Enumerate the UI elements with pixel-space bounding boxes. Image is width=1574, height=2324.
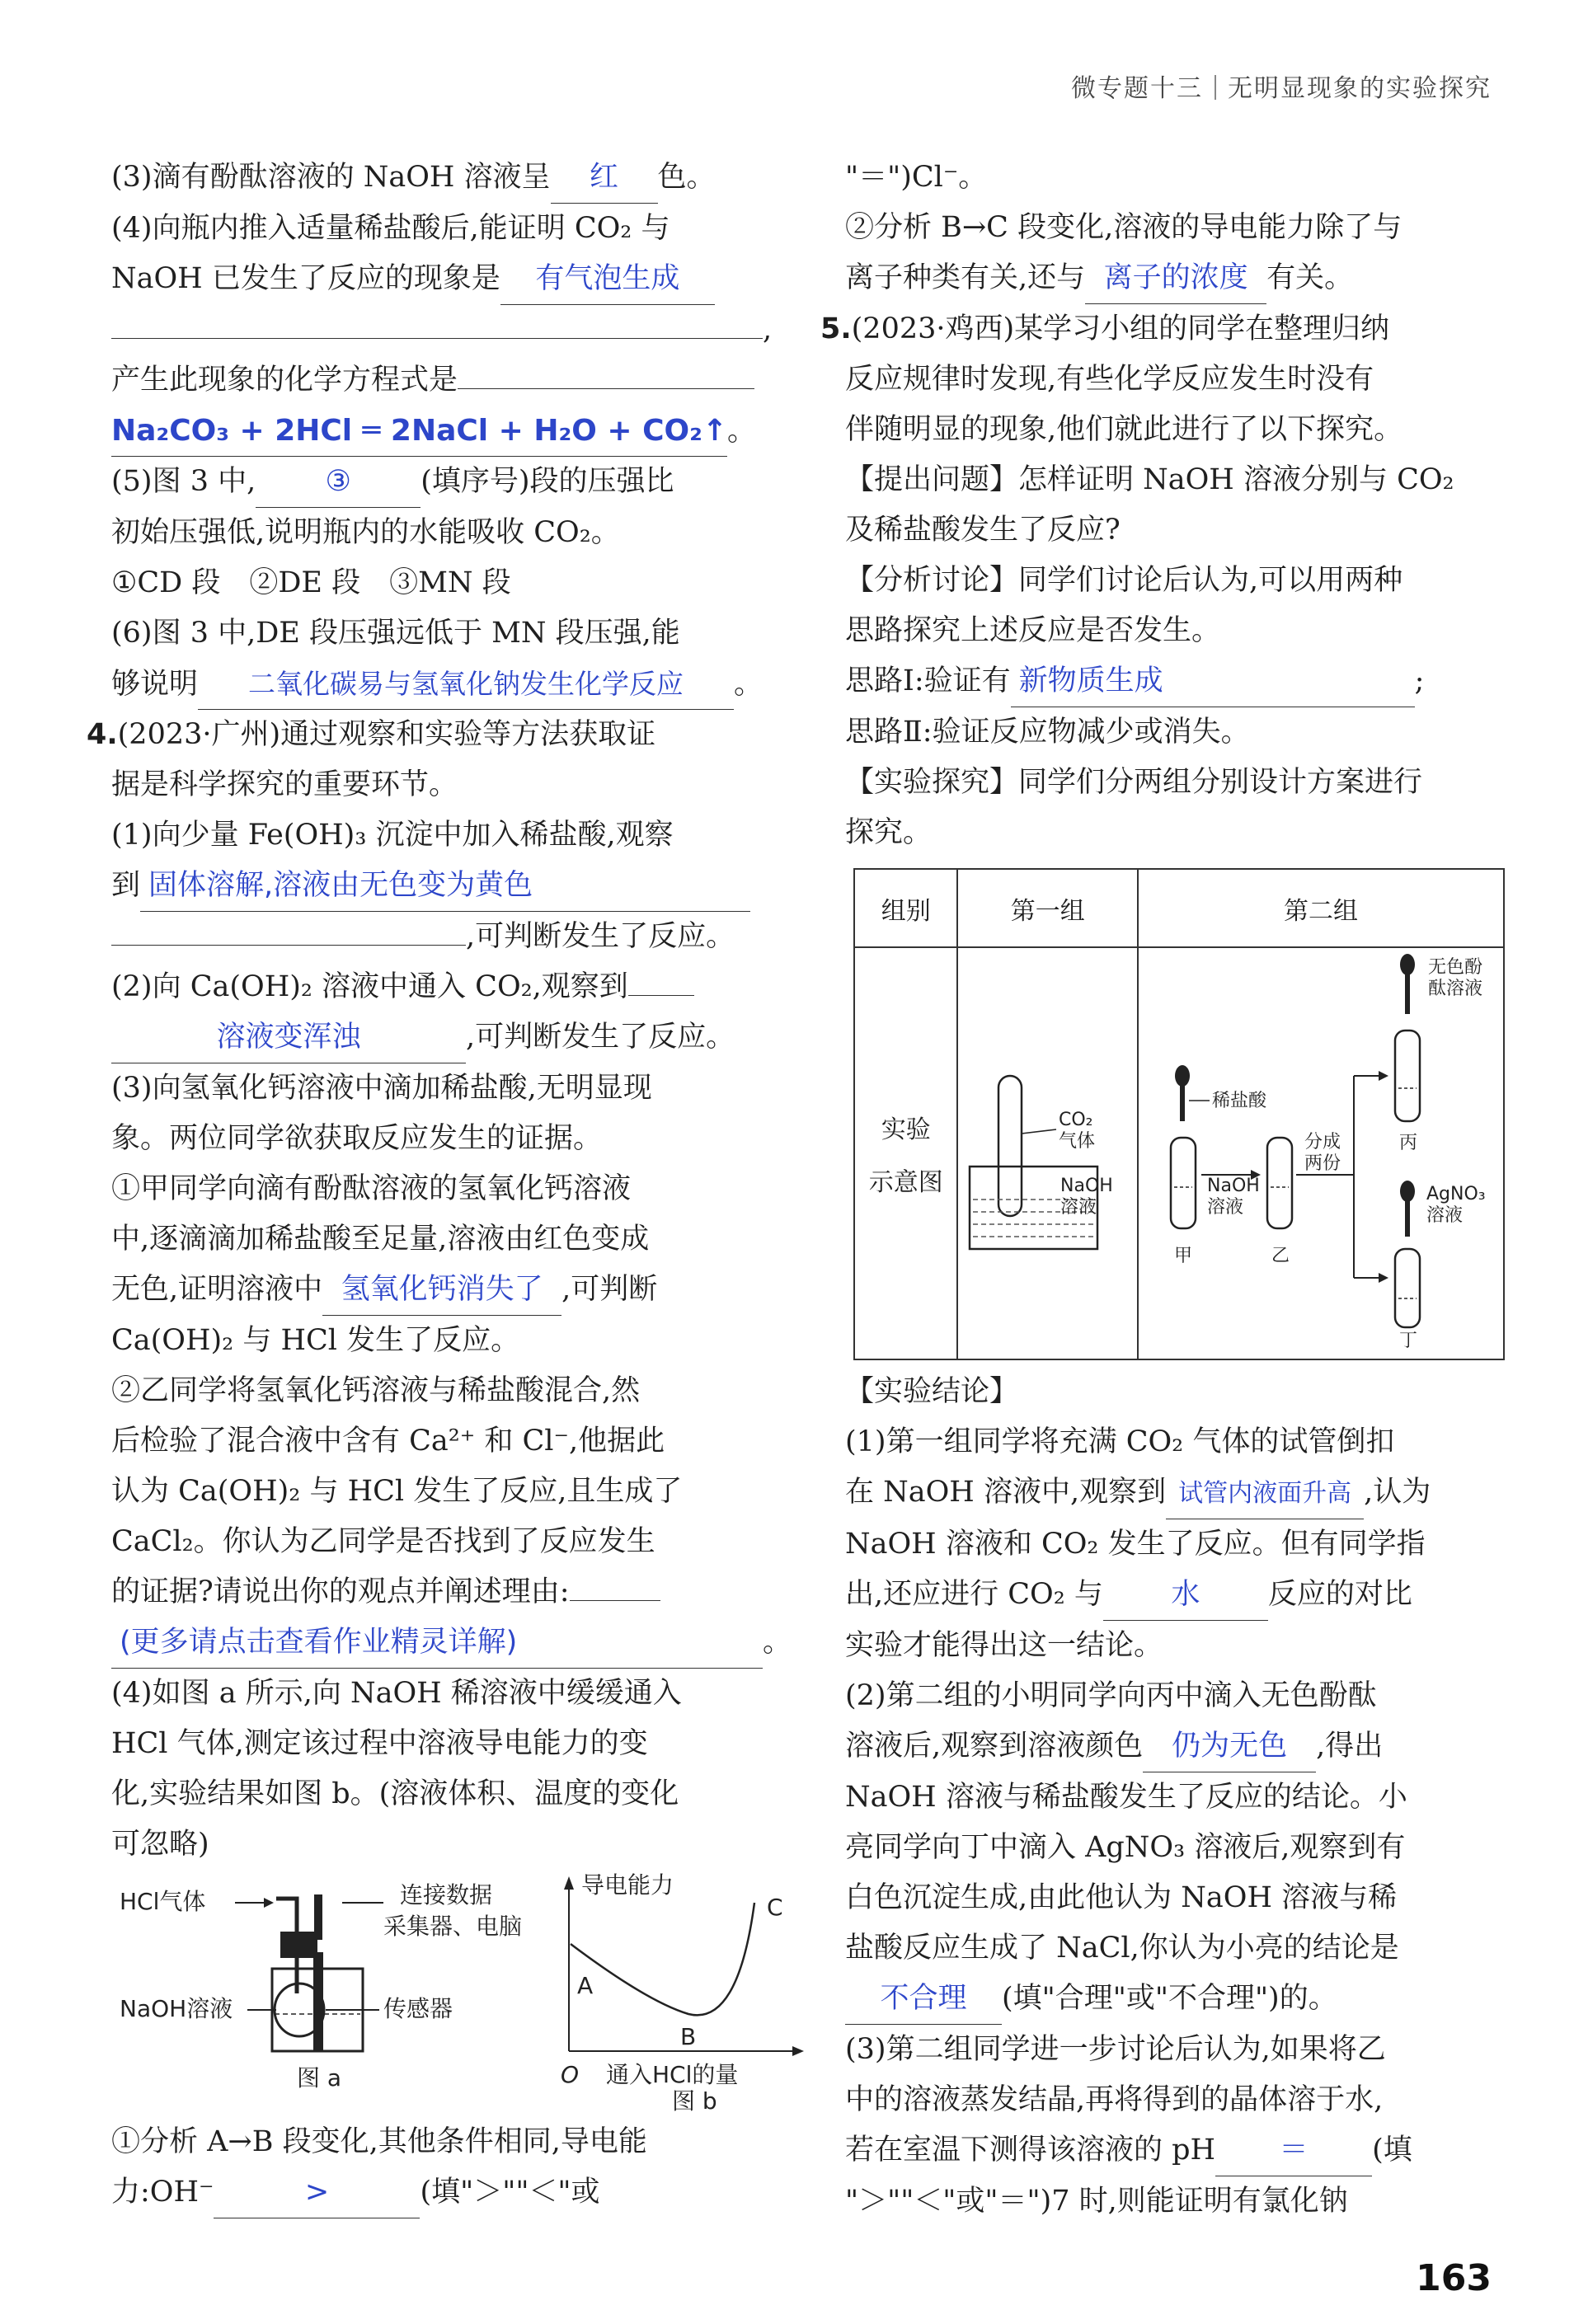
figures-ab	[111, 1870, 804, 2117]
q4-eq-tail: 。	[727, 415, 757, 448]
p4-4a-line2	[111, 2167, 804, 2218]
p4-4a-answer[interactable]: >	[214, 2167, 420, 2218]
p4-text: (2023·广州)通过观察和实验等方法获取证	[117, 718, 656, 751]
dropper-hcl	[1175, 1065, 1190, 1121]
r-2-answer[interactable]: 离子的浓度	[1085, 253, 1266, 304]
p5-line3: 伴随明显的现象,他们就此进行了以下探究。	[845, 413, 1403, 446]
r-2-tail: 有关。	[1266, 261, 1354, 294]
tube-yi-label: 乙	[1271, 1246, 1290, 1266]
p4-3a-line2: 中,逐滴滴加稀盐酸至足量,溶液由红色变成	[111, 1223, 650, 1256]
fig-b-caption: 图 b	[672, 2087, 717, 2115]
th-first: 第一组	[957, 869, 1138, 947]
q4-line2	[111, 254, 804, 305]
p4-2-tail: ,可判断发生了反应。	[466, 1021, 735, 1054]
idea1-tail: ;	[1414, 664, 1425, 697]
fig-b-point-b: B	[680, 2023, 697, 2050]
p5-number: 5.	[820, 312, 852, 345]
fig-a-arrowhead	[264, 1898, 274, 1908]
p4-1-tail: ,可判断发生了反应。	[466, 920, 735, 953]
p4-line2: 据是科学探究的重要环节。	[111, 768, 458, 801]
p4-3b-tail: 。	[763, 1626, 792, 1659]
c3-line4: "＞""＜"或"＝")7 时,则能证明有氯化钠	[845, 2185, 1348, 2218]
p4-4-line3: 化,实验结果如图 b。(溶液体积、温度的变化	[111, 1777, 679, 1810]
p4-2-line1	[111, 962, 804, 1012]
p4-1-line3	[111, 912, 804, 962]
c3-prefix: 若在室温下测得该溶液的 pH	[845, 2134, 1216, 2167]
naoh2-label-1: NaOH	[1207, 1176, 1260, 1196]
second-group-diagram	[1138, 947, 1504, 1359]
p4-4-line4: 可忽略)	[111, 1828, 209, 1861]
idea1	[845, 656, 1538, 707]
c3-line2: 中的溶液蒸发结晶,再将得到的晶体溶于水,	[845, 2083, 1384, 2116]
p4-3b-line1: ②乙同学将氢氧化钙溶液与稀盐酸混合,然	[111, 1374, 641, 1407]
p4-3-line2: 象。两位同学欲获取反应发生的证据。	[111, 1122, 603, 1155]
q5-tail: (填序号)段的压强比	[421, 465, 674, 498]
experiment-table	[853, 868, 1505, 1360]
p4-4a-prefix: 力:OH⁻	[111, 2176, 214, 2209]
c2-line4: 亮同学向丁中滴入 AgNO₃ 溶液后,观察到有	[845, 1831, 1406, 1864]
p4-4-line2: HCl 气体,测定该过程中溶液导电能力的变	[111, 1727, 648, 1760]
header-series: 微专题十三	[1071, 74, 1203, 103]
p4-3-line1: (3)向氢氧化钙溶液中滴加稀盐酸,无明显现	[111, 1072, 652, 1105]
c1-line1: (1)第一组同学将充满 CO₂ 气体的试管倒扣	[845, 1425, 1395, 1458]
p4-1-prefix: 到	[111, 869, 141, 902]
p4-3a-line1: ①甲同学向滴有酚酞溶液的氢氧化钙溶液	[111, 1172, 632, 1205]
c2-prefix: 溶液后,观察到溶液颜色	[845, 1730, 1144, 1763]
page-header	[1071, 68, 1492, 104]
c2-line1: (2)第二组的小明同学向丙中滴入无色酚酞	[845, 1679, 1377, 1712]
q4-text: NaOH 已发生了反应的现象是	[111, 262, 500, 295]
q3	[111, 153, 804, 204]
fig-a-connect-1: 连接数据	[400, 1881, 493, 1908]
c1-line2	[845, 1467, 1538, 1519]
q5-line2: 初始压强低,说明瓶内的水能吸收 CO₂。	[111, 516, 620, 549]
fig-b-curve	[571, 1903, 754, 2015]
first-group-diagram	[957, 947, 1138, 1359]
idea1-prefix: 思路Ⅰ:验证有	[845, 664, 1011, 697]
q4-eq-prompt: 产生此现象的化学方程式是	[111, 364, 458, 397]
c1-prefix: 在 NaOH 溶液中,观察到	[845, 1476, 1167, 1509]
left-column	[87, 153, 804, 2218]
agno3-label-2: 溶液	[1426, 1205, 1464, 1226]
p4-4a-line1: ①分析 A→B 段变化,其他条件相同,导电能	[111, 2125, 647, 2158]
fig-b-xlabel: 通入HCl的量	[606, 2061, 739, 2088]
p4-1-line1: (1)向少量 Fe(OH)₃ 沉淀中加入稀盐酸,观察	[111, 819, 674, 852]
q4-line3	[111, 355, 804, 406]
fig-a-sensor-probe	[313, 1952, 323, 2051]
tube-bing	[1395, 1031, 1420, 1121]
q4-equation-line	[111, 406, 804, 457]
row-label-2: 示意图	[868, 1168, 943, 1197]
p4-3a-answer[interactable]: 氢氧化钙消失了	[322, 1265, 561, 1316]
first-group-svg	[961, 1026, 1135, 1274]
fig-a-sensor-label: 传感器	[383, 1995, 453, 2022]
exp-line2: 探究。	[845, 816, 933, 849]
p4-1-answer-continue[interactable]	[111, 945, 466, 946]
disc-line1: 【分析讨论】同学们讨论后认为,可以用两种	[845, 564, 1403, 597]
q5-text: (5)图 3 中,	[111, 465, 256, 498]
fig-b-y-arrow	[564, 1876, 574, 1890]
idea2: 思路Ⅱ:验证反应物减少或消失。	[845, 716, 1250, 749]
q6-line2	[111, 659, 804, 710]
p4-3b-blank-start[interactable]	[570, 1600, 660, 1601]
c2-tail: ,得出	[1316, 1730, 1384, 1763]
p4-3a-prefix: 无色,证明溶液中	[111, 1273, 323, 1306]
tube-ding	[1395, 1249, 1420, 1327]
p4-2-blank-start[interactable]	[628, 995, 694, 996]
page-number: 163	[1416, 2257, 1492, 2299]
fig-a-connect-2: 采集器、电脑	[383, 1913, 523, 1940]
p4-4-line1: (4)如图 a 所示,向 NaOH 稀溶液中缓缓通入	[111, 1677, 682, 1710]
p4-3a-line3	[111, 1265, 804, 1316]
co2-pointer	[1022, 1129, 1056, 1134]
q6-line1: (6)图 3 中,DE 段压强远低于 MN 段压强,能	[111, 617, 680, 650]
th-group: 组别	[854, 869, 957, 947]
p4-3a-tail: ,可判断	[561, 1273, 658, 1306]
hcl-label: 稀盐酸	[1212, 1091, 1267, 1111]
p4-number: 4.	[87, 718, 118, 751]
p4-3b-line3: 认为 Ca(OH)₂ 与 HCl 发生了反应,且生成了	[111, 1475, 683, 1508]
p4-1-answer[interactable]: 固体溶解,溶液由无色变为黄色	[140, 861, 750, 912]
fig-b-x-arrow	[792, 2046, 804, 2056]
c2-line6: 盐酸反应生成了 NaCl,你认为小亮的结论是	[845, 1932, 1399, 1965]
fig-b-origin: O	[561, 2061, 580, 2088]
disc-line2: 思路探究上述反应是否发生。	[845, 614, 1221, 647]
c1-tail2: 反应的对比	[1267, 1578, 1412, 1611]
q3-text: (3)滴有酚酞溶液的 NaOH 溶液呈	[111, 161, 551, 194]
p5-line1	[820, 304, 1538, 354]
split-label-1: 分成	[1304, 1132, 1341, 1153]
fig-a-naoh-label: NaOH溶液	[120, 1995, 233, 2022]
r-2-prefix: 离子种类有关,还与	[845, 261, 1086, 294]
c2-answer[interactable]: 仍为无色	[1143, 1721, 1316, 1772]
q4-answer-continue[interactable]	[111, 338, 763, 339]
exp-line1: 【实验探究】同学们分两组分别设计方案进行	[845, 766, 1423, 799]
c2-tail2: (填"合理"或"不合理")的。	[1002, 1982, 1337, 2015]
q3-tail: 色。	[657, 161, 716, 194]
fig-a-stopper	[280, 1932, 317, 1958]
tube-bing-label: 丙	[1399, 1133, 1418, 1153]
tube-ding-label: 丁	[1399, 1331, 1418, 1348]
q4-equation[interactable]: Na₂CO₃ + 2HCl ═ 2NaCl + H₂O + CO₂↑	[111, 406, 727, 457]
q4-continue-line	[111, 305, 804, 355]
dropper-agno3	[1400, 1181, 1415, 1237]
p4-3b-line5	[111, 1567, 804, 1617]
p4-4a-tail: (填"＞""＜"或	[420, 2176, 600, 2209]
p4-2-text: (2)向 Ca(OH)₂ 溶液中通入 CO₂,观察到	[111, 970, 628, 1003]
ask-line2: 及稀盐酸发生了反应?	[845, 514, 1121, 547]
p4-line1	[87, 710, 804, 760]
p4-1-line2	[111, 861, 804, 912]
q5-answer[interactable]: ③	[256, 457, 421, 508]
c1-prefix2: 出,还应进行 CO₂ 与	[845, 1578, 1103, 1611]
phenol-label-1: 无色酚	[1428, 957, 1483, 978]
fig-b-ylabel: 导电能力	[581, 1871, 674, 1899]
q4-eq-blank[interactable]	[458, 388, 754, 389]
p4-3a-line4: Ca(OH)₂ 与 HCl 发生了反应。	[111, 1324, 520, 1357]
r-line1: "＝")Cl⁻。	[845, 161, 988, 194]
fig-b-point-a: A	[577, 1972, 594, 1999]
p4-2-line2	[111, 1012, 804, 1063]
q3-answer[interactable]: 红	[551, 153, 658, 204]
figure-ab-svg	[111, 1870, 804, 2117]
tube-yi	[1267, 1138, 1292, 1228]
c2-line5: 白色沉淀生成,由此他认为 NaOH 溶液与稀	[845, 1881, 1398, 1914]
c1-line4	[845, 1570, 1538, 1621]
p5-line2: 反应规律时发现,有些化学反应发生时没有	[845, 363, 1374, 396]
q5-options: ①CD 段 ②DE 段 ③MN 段	[111, 566, 511, 599]
split-label-2: 两份	[1304, 1153, 1341, 1174]
tube-jia-label: 甲	[1174, 1246, 1193, 1266]
header-topic: 无明显现象的实验探究	[1228, 74, 1492, 103]
fig-b-point-c: C	[767, 1894, 783, 1921]
p4-3b-answer-line	[111, 1617, 804, 1669]
q4-answer[interactable]: 有气泡生成	[500, 254, 715, 305]
p4-2-answer[interactable]: 溶液变浑浊	[111, 1012, 466, 1063]
naoh2-label-2: 溶液	[1207, 1197, 1244, 1218]
q6-tail: 。	[734, 668, 764, 701]
c1-line5: 实验才能得出这一结论。	[845, 1629, 1163, 1662]
c1-line3: NaOH 溶液和 CO₂ 发生了反应。但有同学指	[845, 1528, 1426, 1561]
fig-a-caption: 图 a	[297, 2064, 342, 2092]
co2-label-2: 气体	[1058, 1131, 1095, 1152]
c1-tail: ,认为	[1364, 1476, 1431, 1509]
q4-tail: ,	[763, 313, 773, 346]
c3-answer[interactable]: ＝	[1215, 2125, 1372, 2176]
figure-a	[120, 1881, 522, 2092]
th-second: 第二组	[1138, 869, 1504, 947]
second-group-svg	[1139, 952, 1502, 1348]
table-header-row	[854, 869, 1504, 947]
p4-3b-line4: CaCl₂。你认为乙同学是否找到了反应发生	[111, 1525, 655, 1558]
p5-text: (2023·鸡西)某学习小组的同学在整理归纳	[851, 312, 1390, 345]
c2-line7	[845, 1974, 1538, 2025]
dropper-phenol	[1400, 954, 1415, 1014]
q6-answer[interactable]: 二氧化碳易与氢氧化钠发生化学反应	[198, 659, 734, 710]
concl-title: 【实验结论】	[845, 1375, 1019, 1408]
ask-line1: 【提出问题】怎样证明 NaOH 溶液分别与 CO₂	[845, 463, 1454, 496]
r-2-line1: ②分析 B→C 段变化,溶液的导电能力除了与	[845, 211, 1403, 244]
right-column	[820, 153, 1538, 2227]
c3-line1: (3)第二组同学进一步讨论后认为,如果将乙	[845, 2033, 1386, 2066]
table-row-diagram	[854, 947, 1504, 1359]
r-2-line2	[845, 253, 1538, 304]
c1-answer[interactable]: 试管内液面升高	[1166, 1468, 1364, 1519]
p4-3b-prompt: 的证据?请说出你的观点并阐述理由:	[111, 1575, 570, 1608]
q5	[111, 457, 804, 508]
p4-3b-answer[interactable]: (更多请点击查看作业精灵详解)	[111, 1617, 763, 1669]
q4-line1: (4)向瓶内推入适量稀盐酸后,能证明 CO₂ 与	[111, 212, 670, 245]
phenol-label-2: 酞溶液	[1428, 979, 1483, 999]
header-divider	[1215, 75, 1216, 100]
agno3-label-1: AgNO₃	[1426, 1184, 1486, 1204]
c3-line3	[845, 2125, 1538, 2176]
tube-jia	[1171, 1138, 1196, 1228]
row-label-1: 实验	[881, 1115, 931, 1144]
c3-tail: (填	[1372, 2134, 1412, 2167]
co2-label-1: CO₂	[1058, 1110, 1093, 1130]
c1-answer2[interactable]: 水	[1103, 1570, 1268, 1621]
inverted-tube	[998, 1076, 1022, 1216]
c2-answer2[interactable]: 不合理	[845, 1974, 1002, 2025]
row-label	[854, 947, 957, 1359]
c2-line3: NaOH 溶液与稀盐酸发生了反应的结论。小	[845, 1781, 1407, 1814]
naoh-label-1: NaOH	[1060, 1176, 1113, 1196]
q6-text: 够说明	[111, 668, 199, 701]
idea1-answer[interactable]: 新物质生成	[1011, 656, 1415, 707]
figure-b	[561, 1871, 804, 2115]
c2-line2	[845, 1721, 1538, 1772]
fig-a-hcl-label: HCl气体	[120, 1888, 206, 1915]
p4-3b-line2: 后检验了混合液中含有 Ca²⁺ 和 Cl⁻,他据此	[111, 1425, 665, 1458]
naoh-label-2: 溶液	[1060, 1197, 1097, 1218]
